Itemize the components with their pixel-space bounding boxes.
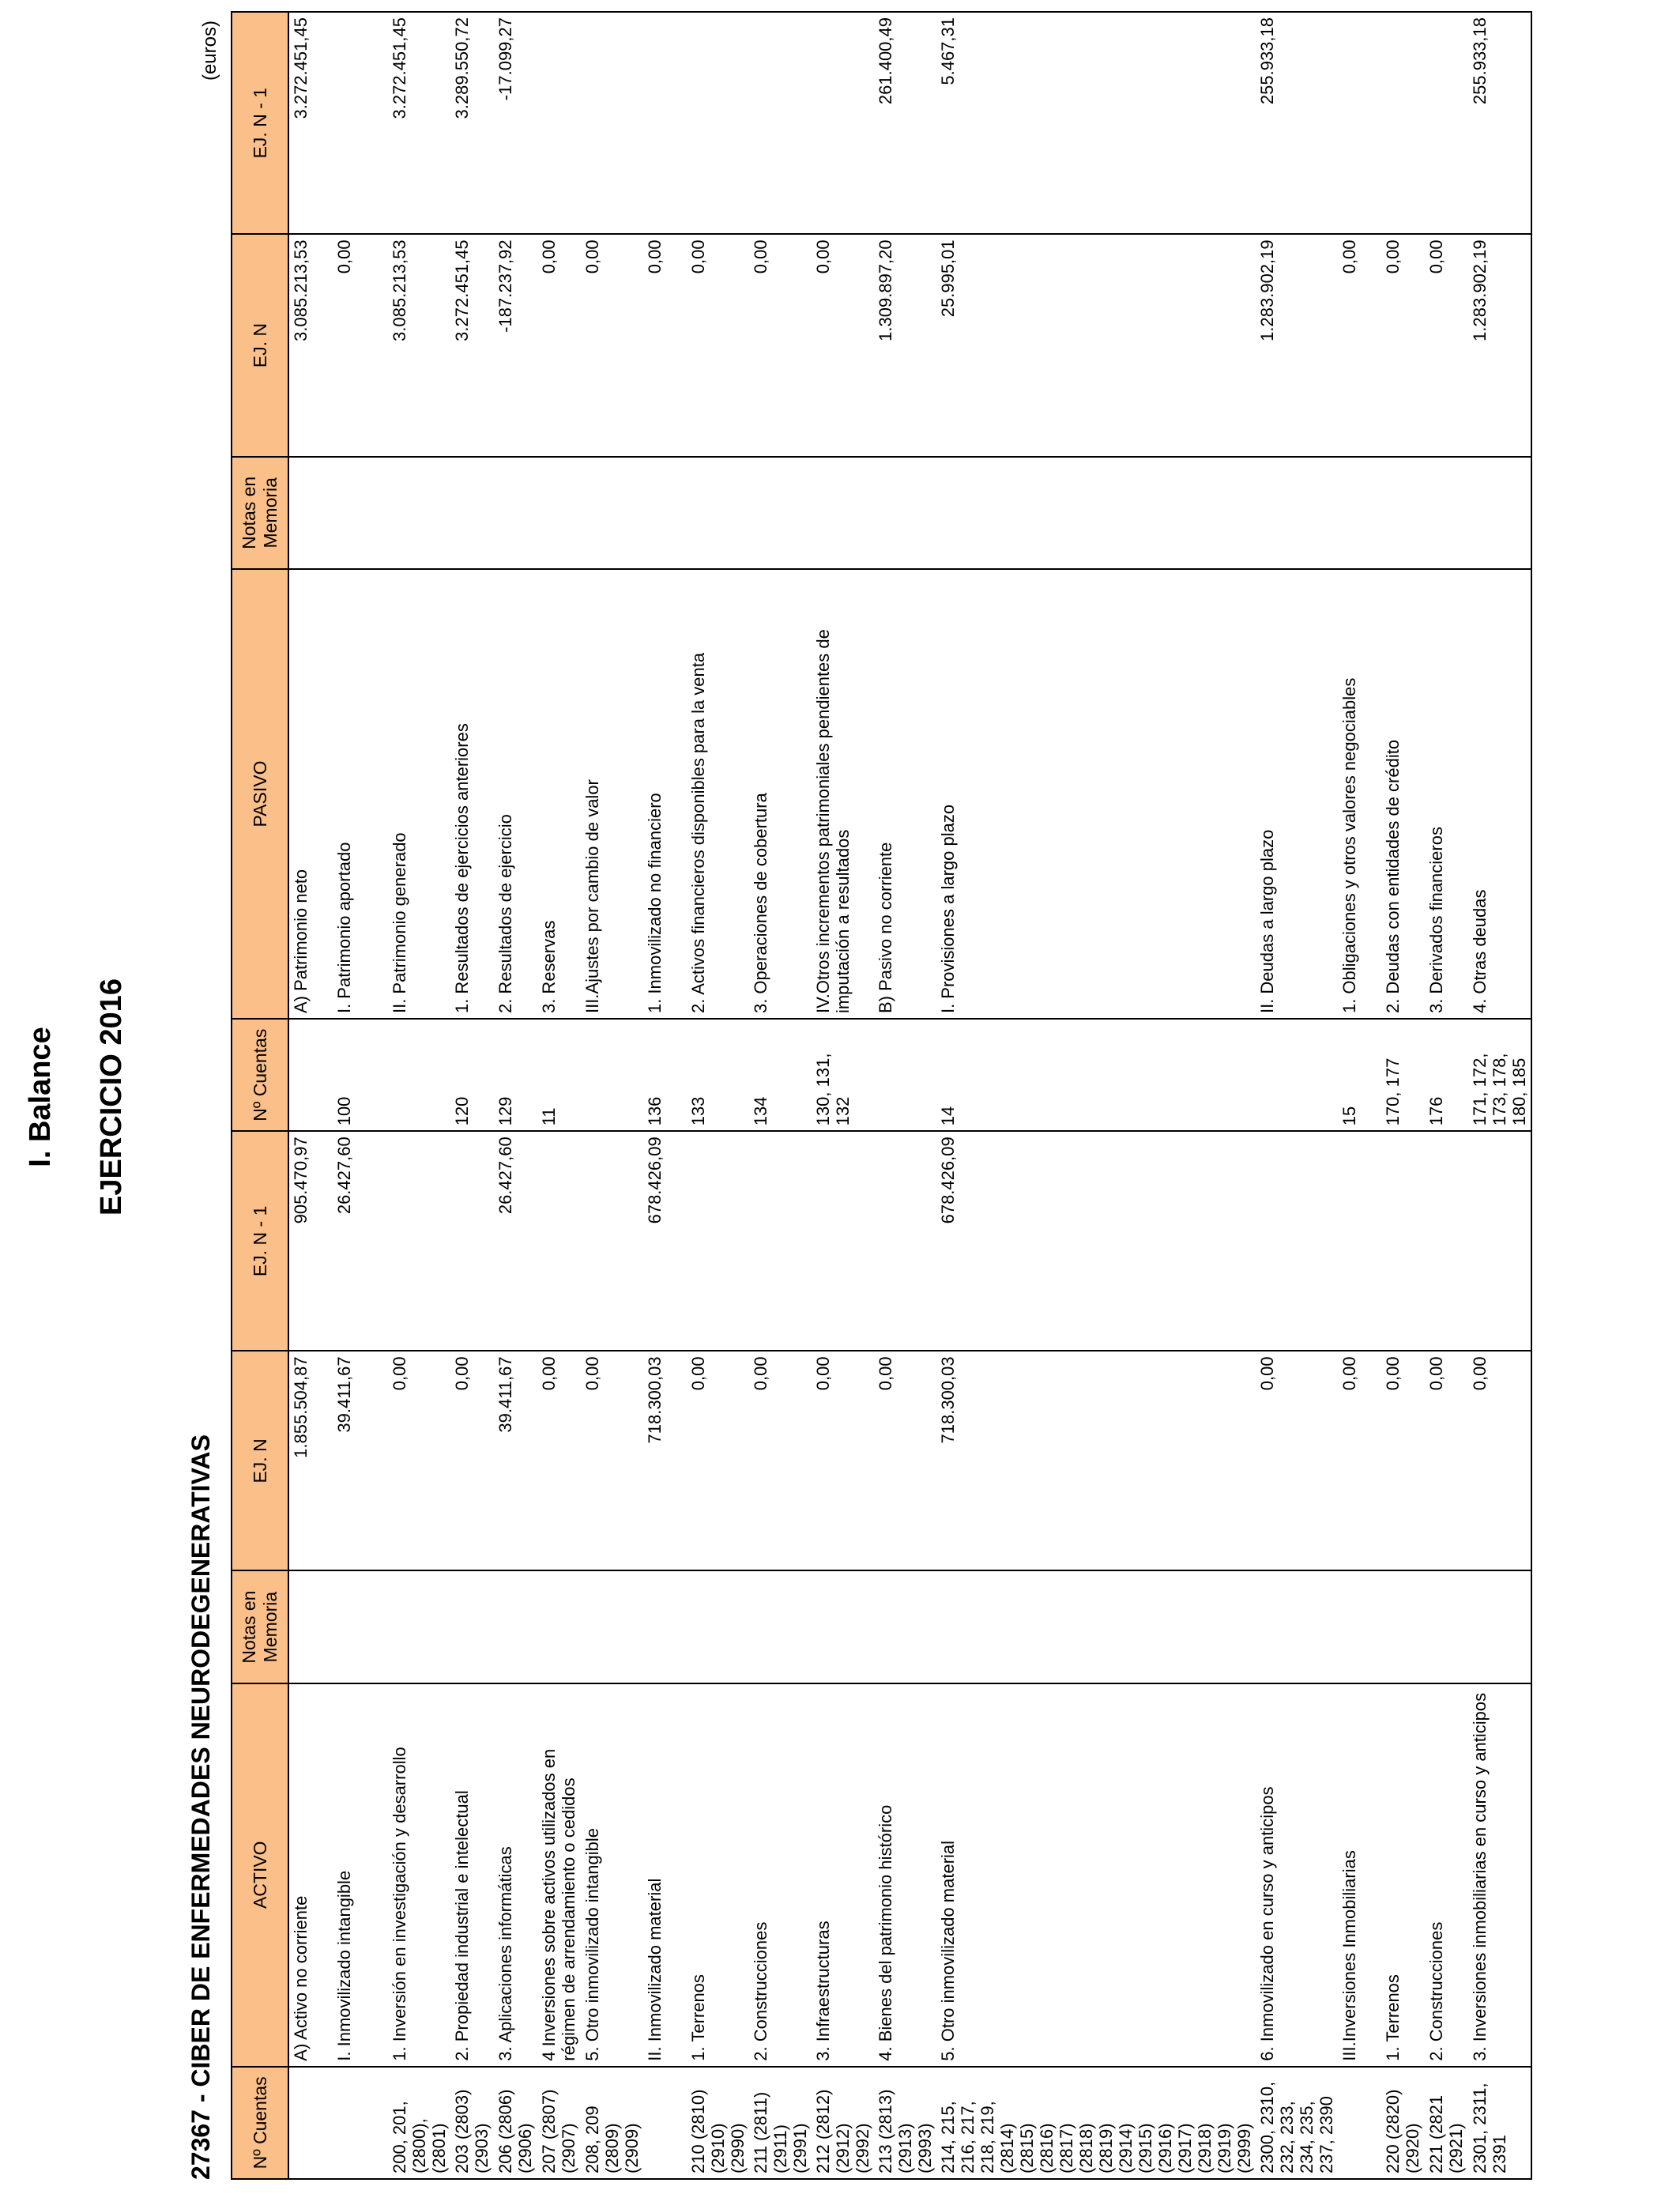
pasivo-ej-n: 0,00 <box>1338 234 1381 456</box>
pasivo-ej-n1 <box>1425 12 1468 234</box>
activo-ej-n: 39.411,67 <box>494 1351 537 1570</box>
activo-ej-n1: 26.427,60 <box>494 1131 537 1351</box>
account-codes-pasivo <box>874 1019 936 1131</box>
pasivo-ej-n1: 5.467,31 <box>936 12 1256 234</box>
account-codes-activo <box>1338 2067 1381 2179</box>
account-codes-activo: 206 (2806) (2906) <box>494 2067 537 2179</box>
activo-description: 2. Propiedad industrial e intelectual <box>450 1683 494 2067</box>
notas-activo <box>1425 1570 1468 1683</box>
table-row <box>288 12 333 2179</box>
activo-ej-n1 <box>1338 1131 1381 1351</box>
account-codes-activo: 207 (2807) (2907) <box>537 2067 581 2179</box>
activo-ej-n1 <box>1256 1131 1338 1351</box>
pasivo-description: I. Provisiones a largo plazo <box>936 569 1256 1019</box>
notas-pasivo <box>1468 457 1531 569</box>
activo-ej-n: 0,00 <box>749 1351 812 1570</box>
pasivo-ej-n1 <box>687 12 749 234</box>
pasivo-ej-n: 0,00 <box>812 234 874 456</box>
account-codes-activo: 214, 215, 216, 217, 218, 219, (2814) (2815) (2816) (2817) (2818) (2819) (2914) (2915) (2916) (2917) (2918) (2919) (2999) <box>936 2067 1256 2179</box>
pasivo-description: 1. Resultados de ejercicios anteriores <box>450 569 494 1019</box>
account-codes-pasivo: 133 <box>687 1019 749 1131</box>
notas-activo <box>812 1570 874 1683</box>
notas-pasivo <box>936 457 1256 569</box>
notas-pasivo <box>581 457 643 569</box>
account-codes-activo: 208, 209 (2809) (2909) <box>581 2067 643 2179</box>
table-row <box>537 12 581 2179</box>
pasivo-ej-n1 <box>812 12 874 234</box>
pasivo-ej-n1 <box>643 12 687 234</box>
activo-ej-n1 <box>537 1131 581 1351</box>
organization-name: 27367 - CIBER DE ENFERMEDADES NEURODEGENERATIVAS <box>186 1434 215 2180</box>
pasivo-ej-n: 25.995,01 <box>936 234 1256 456</box>
pasivo-ej-n: 3.085.213,53 <box>388 234 450 456</box>
pasivo-ej-n: 0,00 <box>687 234 749 456</box>
activo-ej-n1 <box>874 1131 936 1351</box>
account-codes-activo: 211 (2811) (2911) (2991) <box>749 2067 812 2179</box>
pasivo-description: I. Patrimonio aportado <box>333 569 388 1019</box>
currency-unit: (euros) <box>199 21 220 81</box>
account-codes-pasivo: 129 <box>494 1019 537 1131</box>
notas-activo <box>388 1570 450 1683</box>
pasivo-description: II. Deudas a largo plazo <box>1256 569 1338 1019</box>
table-row <box>581 12 643 2179</box>
account-codes-activo: 203 (2803) (2903) <box>450 2067 494 2179</box>
header-ej-n: EJ. N <box>232 1351 288 1570</box>
header-ej-n1: EJ. N - 1 <box>232 1131 288 1351</box>
account-codes-pasivo: 136 <box>643 1019 687 1131</box>
pasivo-description: 1. Inmovilizado no financiero <box>643 569 687 1019</box>
table-row <box>1468 12 1531 2179</box>
header-notas: Notas en Memoria <box>232 1570 288 1683</box>
pasivo-description: 4. Otras deudas <box>1468 569 1531 1019</box>
pasivo-description: 2. Deudas con entidades de crédito <box>1381 569 1425 1019</box>
activo-ej-n: 0,00 <box>1381 1351 1425 1570</box>
notas-pasivo <box>812 457 874 569</box>
activo-ej-n: 0,00 <box>450 1351 494 1570</box>
table-row <box>749 12 812 2179</box>
notas-activo <box>581 1570 643 1683</box>
account-codes-pasivo: 15 <box>1338 1019 1381 1131</box>
table-row <box>450 12 494 2179</box>
header-pasivo: PASIVO <box>232 569 288 1019</box>
notas-activo <box>450 1570 494 1683</box>
notas-activo <box>333 1570 388 1683</box>
activo-description: 2. Construcciones <box>1425 1683 1468 2067</box>
pasivo-ej-n1 <box>1381 12 1425 234</box>
notas-pasivo <box>288 457 333 569</box>
notas-activo <box>687 1570 749 1683</box>
pasivo-ej-n: -187.237,92 <box>494 234 537 456</box>
account-codes-pasivo <box>1256 1019 1338 1131</box>
table-row <box>874 12 936 2179</box>
pasivo-ej-n: 3.272.451,45 <box>450 234 494 456</box>
pasivo-ej-n1 <box>1338 12 1381 234</box>
activo-description: 3. Aplicaciones informáticas <box>494 1683 537 2067</box>
pasivo-ej-n1: 255.933,18 <box>1468 12 1531 234</box>
pasivo-ej-n1: 3.272.451,45 <box>288 12 333 234</box>
pasivo-description: 2. Resultados de ejercicio <box>494 569 537 1019</box>
activo-ej-n: 0,00 <box>687 1351 749 1570</box>
pasivo-ej-n: 0,00 <box>333 234 388 456</box>
table-row <box>1425 12 1468 2179</box>
activo-ej-n1: 26.427,60 <box>333 1131 388 1351</box>
activo-description: 5. Otro inmovilizado material <box>936 1683 1256 2067</box>
notas-activo <box>1256 1570 1338 1683</box>
pasivo-ej-n1: -17.099,27 <box>494 12 537 234</box>
pasivo-description: 3. Operaciones de cobertura <box>749 569 812 1019</box>
pasivo-description: A) Patrimonio neto <box>288 569 333 1019</box>
activo-description: A) Activo no corriente <box>288 1683 333 2067</box>
notas-activo <box>1338 1570 1381 1683</box>
pasivo-ej-n1 <box>333 12 388 234</box>
notas-activo <box>288 1570 333 1683</box>
activo-ej-n1 <box>687 1131 749 1351</box>
table-row <box>333 12 388 2179</box>
notas-pasivo <box>749 457 812 569</box>
activo-ej-n1: 905.470,97 <box>288 1131 333 1351</box>
notas-pasivo <box>643 457 687 569</box>
activo-description: II. Inmovilizado material <box>643 1683 687 2067</box>
activo-description: 4. Bienes del patrimonio histórico <box>874 1683 936 2067</box>
table-header-row <box>232 12 288 2179</box>
notas-pasivo <box>388 457 450 569</box>
notas-activo <box>494 1570 537 1683</box>
account-codes-activo: 200, 201, (2800), (2801) <box>388 2067 450 2179</box>
pasivo-ej-n1: 3.272.451,45 <box>388 12 450 234</box>
account-codes-activo: 221 (2821 (2921) <box>1425 2067 1468 2179</box>
notas-activo <box>643 1570 687 1683</box>
activo-ej-n: 0,00 <box>812 1351 874 1570</box>
header-activo: ACTIVO <box>232 1683 288 2067</box>
notas-pasivo <box>1338 457 1381 569</box>
pasivo-ej-n: 0,00 <box>749 234 812 456</box>
pasivo-description: B) Pasivo no corriente <box>874 569 936 1019</box>
activo-ej-n1: 678.426,09 <box>936 1131 1256 1351</box>
notas-pasivo <box>874 457 936 569</box>
pasivo-description: 2. Activos financieros disponibles para la venta <box>687 569 749 1019</box>
pasivo-ej-n1: 261.400,49 <box>874 12 936 234</box>
activo-description: 6. Inmovilizado en curso y anticipos <box>1256 1683 1338 2067</box>
activo-description: I. Inmovilizado intangible <box>333 1683 388 2067</box>
notas-pasivo <box>494 457 537 569</box>
activo-ej-n: 0,00 <box>581 1351 643 1570</box>
notas-pasivo <box>1256 457 1338 569</box>
account-codes-activo <box>288 2067 333 2179</box>
activo-ej-n: 0,00 <box>1256 1351 1338 1570</box>
notas-pasivo <box>1381 457 1425 569</box>
activo-ej-n1 <box>388 1131 450 1351</box>
header-ej-n1: EJ. N - 1 <box>232 12 288 234</box>
activo-ej-n1 <box>1425 1131 1468 1351</box>
pasivo-ej-n: 0,00 <box>643 234 687 456</box>
table-row <box>687 12 749 2179</box>
notas-activo <box>874 1570 936 1683</box>
account-codes-activo: 2300, 2310, 232, 233, 234, 235, 237, 2390 <box>1256 2067 1338 2179</box>
table-row <box>1338 12 1381 2179</box>
pasivo-ej-n: 1.283.902,19 <box>1468 234 1531 456</box>
activo-ej-n: 0,00 <box>1468 1351 1531 1570</box>
account-codes-activo: 213 (2813) (2913) (2993) <box>874 2067 936 2179</box>
account-codes-pasivo: 176 <box>1425 1019 1468 1131</box>
balance-table <box>231 11 1532 2180</box>
activo-ej-n1: 678.426,09 <box>643 1131 687 1351</box>
activo-description: 3. Inversiones inmobiliarias en curso y anticipos <box>1468 1683 1531 2067</box>
account-codes-pasivo: 100 <box>333 1019 388 1131</box>
account-codes-pasivo: 120 <box>450 1019 494 1131</box>
account-codes-pasivo: 170, 177 <box>1381 1019 1425 1131</box>
pasivo-ej-n1: 255.933,18 <box>1256 12 1338 234</box>
notas-pasivo <box>687 457 749 569</box>
activo-description: 3. Infraestructuras <box>812 1683 874 2067</box>
pasivo-ej-n1: 3.289.550,72 <box>450 12 494 234</box>
account-codes-pasivo: 134 <box>749 1019 812 1131</box>
activo-ej-n: 718.300,03 <box>643 1351 687 1570</box>
activo-ej-n: 0,00 <box>1338 1351 1381 1570</box>
account-codes-activo: 2301, 2311, 2391 <box>1468 2067 1531 2179</box>
account-codes-pasivo <box>388 1019 450 1131</box>
table-row <box>936 12 1256 2179</box>
notas-activo <box>1381 1570 1425 1683</box>
pasivo-ej-n: 0,00 <box>1381 234 1425 456</box>
pasivo-description: 3. Reservas <box>537 569 581 1019</box>
account-codes-activo: 210 (2810) (2910) (2990) <box>687 2067 749 2179</box>
account-codes-activo <box>333 2067 388 2179</box>
activo-ej-n: 0,00 <box>874 1351 936 1570</box>
activo-ej-n1 <box>581 1131 643 1351</box>
activo-ej-n1 <box>450 1131 494 1351</box>
account-codes-pasivo: 130, 131, 132 <box>812 1019 874 1131</box>
pasivo-ej-n: 0,00 <box>537 234 581 456</box>
notas-activo <box>537 1570 581 1683</box>
notas-activo <box>1468 1570 1531 1683</box>
notas-pasivo <box>450 457 494 569</box>
notas-pasivo <box>333 457 388 569</box>
pasivo-description: III.Ajustes por cambio de valor <box>581 569 643 1019</box>
header-ej-n: EJ. N <box>232 234 288 456</box>
account-codes-activo <box>643 2067 687 2179</box>
account-codes-pasivo: 14 <box>936 1019 1256 1131</box>
header-n-cuentas: Nº Cuentas <box>232 2067 288 2179</box>
pasivo-description: IV.Otros incrementos patrimoniales pendientes de imputación a resultados <box>812 569 874 1019</box>
header-notas: Notas en Memoria <box>232 457 288 569</box>
activo-description: 2. Construcciones <box>749 1683 812 2067</box>
page-title: I. Balance <box>24 1027 57 1167</box>
notas-pasivo <box>537 457 581 569</box>
account-codes-activo: 220 (2820) (2920) <box>1381 2067 1425 2179</box>
pasivo-description: 3. Derivados financieros <box>1425 569 1468 1019</box>
pasivo-description: 1. Obligaciones y otros valores negociables <box>1338 569 1381 1019</box>
header-n-cuentas: Nº Cuentas <box>232 1019 288 1131</box>
activo-description: 4 Inversiones sobre activos utilizados en régimen de arrendamiento o cedidos <box>537 1683 581 2067</box>
pasivo-description: II. Patrimonio generado <box>388 569 450 1019</box>
notas-activo <box>749 1570 812 1683</box>
pasivo-ej-n1 <box>537 12 581 234</box>
activo-description: 1. Inversión en investigación y desarrollo <box>388 1683 450 2067</box>
notas-activo <box>936 1570 1256 1683</box>
table-row <box>388 12 450 2179</box>
activo-ej-n1 <box>1468 1131 1531 1351</box>
activo-ej-n1 <box>749 1131 812 1351</box>
page-subtitle: EJERCICIO 2016 <box>95 978 128 1216</box>
activo-ej-n1 <box>1381 1131 1425 1351</box>
pasivo-ej-n: 3.085.213,53 <box>288 234 333 456</box>
table-row <box>643 12 687 2179</box>
pasivo-ej-n1 <box>749 12 812 234</box>
activo-description: 1. Terrenos <box>1381 1683 1425 2067</box>
pasivo-ej-n: 1.283.902,19 <box>1256 234 1338 456</box>
activo-description: 1. Terrenos <box>687 1683 749 2067</box>
pasivo-ej-n: 1.309.897,20 <box>874 234 936 456</box>
activo-ej-n: 0,00 <box>388 1351 450 1570</box>
table-row <box>1381 12 1425 2179</box>
activo-ej-n: 0,00 <box>1425 1351 1468 1570</box>
activo-ej-n1 <box>812 1131 874 1351</box>
notas-pasivo <box>1425 457 1468 569</box>
account-codes-pasivo <box>288 1019 333 1131</box>
account-codes-pasivo <box>581 1019 643 1131</box>
activo-ej-n: 0,00 <box>537 1351 581 1570</box>
pasivo-ej-n1 <box>581 12 643 234</box>
pasivo-ej-n: 0,00 <box>1425 234 1468 456</box>
account-codes-pasivo: 171, 172, 173, 178, 180, 185 <box>1468 1019 1531 1131</box>
activo-ej-n: 1.855.504,87 <box>288 1351 333 1570</box>
pasivo-ej-n: 0,00 <box>581 234 643 456</box>
table-row <box>1256 12 1338 2179</box>
table-row <box>812 12 874 2179</box>
activo-ej-n: 39.411,67 <box>333 1351 388 1570</box>
table-body <box>288 12 1531 2179</box>
account-codes-activo: 212 (2812) (2912) (2992) <box>812 2067 874 2179</box>
account-codes-pasivo: 11 <box>537 1019 581 1131</box>
activo-ej-n: 718.300,03 <box>936 1351 1256 1570</box>
table-row <box>494 12 537 2179</box>
activo-description: III.Inversiones Inmobiliarias <box>1338 1683 1381 2067</box>
activo-description: 5. Otro inmovilizado intangible <box>581 1683 643 2067</box>
